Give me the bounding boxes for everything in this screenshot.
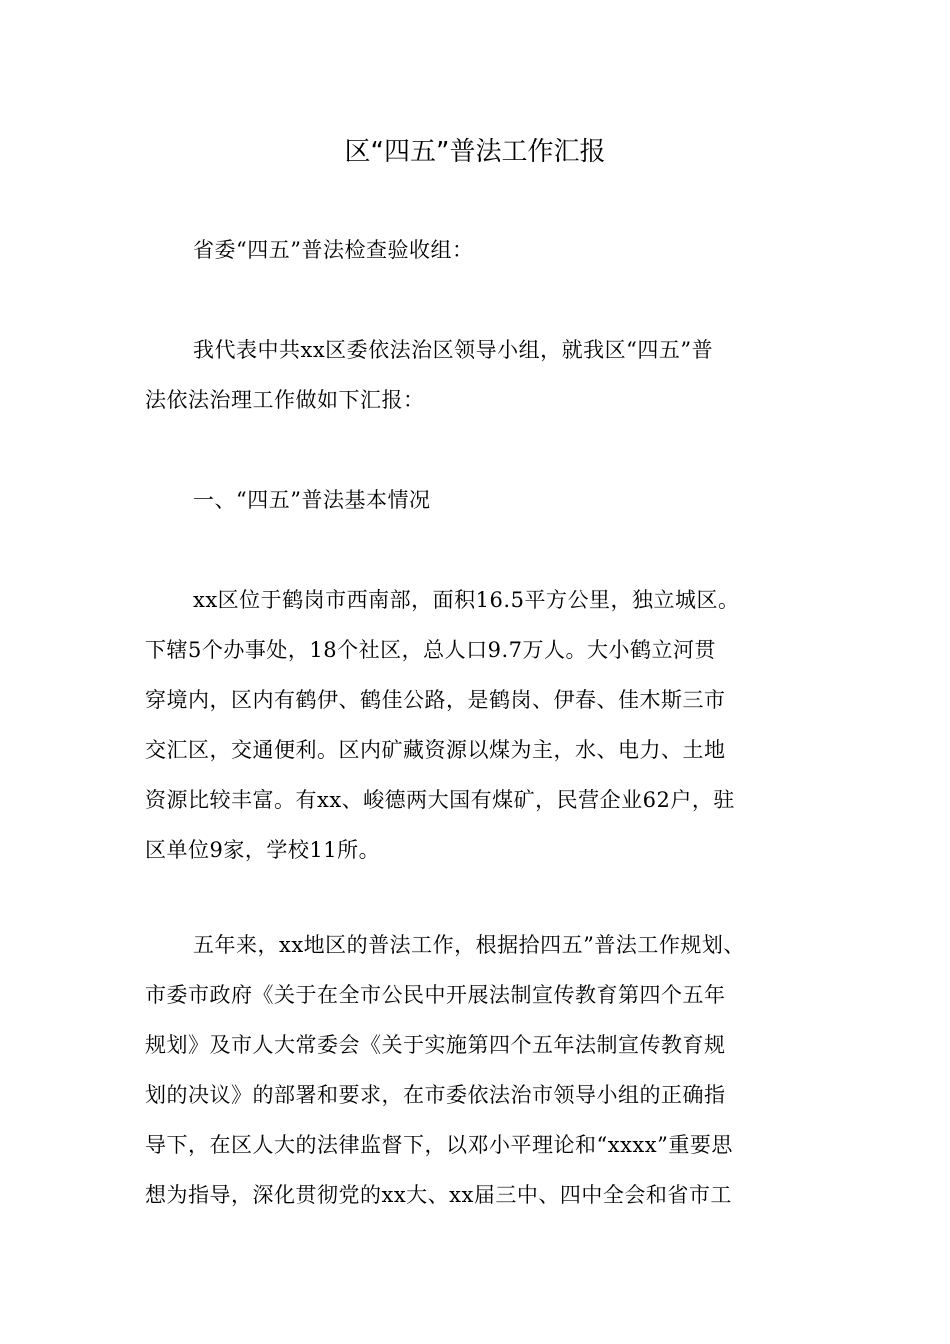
section1-heading: 一、“四五”普法基本情况 <box>193 488 431 512</box>
para1-line-2: 下辖5个办事处，18个社区，总人口9.7万人。大小鹤立河贯 <box>145 638 716 662</box>
section-heading <box>145 475 805 525</box>
paragraph-1 <box>145 575 805 875</box>
para1-line-1: xx区位于鹤岗市西南部，面积16.5平方公里，独立城区。 <box>193 588 740 612</box>
document-title: 区“四五”普法工作汇报 <box>344 137 606 167</box>
intro-paragraph <box>145 325 805 425</box>
para1-line-6: 区单位9家，学校11所。 <box>145 838 381 862</box>
salutation-line: 省委“四五”普法检查验收组： <box>193 238 474 262</box>
intro-line-2: 法依法治理工作做如下汇报： <box>145 388 425 412</box>
paragraph-2 <box>145 920 805 1220</box>
intro-line-1: 我代表中共xx区委依法治区领导小组，就我区“四五”普 <box>193 338 714 362</box>
para2-line-3: 规划》及市人大常委会《关于实施第四个五年法制宣传教育规 <box>145 1033 726 1057</box>
para1-line-3: 穿境内，区内有鹤伊、鹤佳公路，是鹤岗、伊春、佳木斯三市 <box>145 688 726 712</box>
para2-line-5: 导下，在区人大的法律监督下，以邓小平理论和“xxxx”重要思 <box>145 1133 733 1157</box>
para1-line-5: 资源比较丰富。有xx、峻德两大国有煤矿，民营企业62户，驻 <box>145 788 735 812</box>
para2-line-2: 市委市政府《关于在全市公民中开展法制宣传教育第四个五年 <box>145 983 726 1007</box>
para1-line-4: 交汇区，交通便利。区内矿藏资源以煤为主，水、电力、土地 <box>145 738 726 762</box>
salutation <box>145 225 805 275</box>
para2-line-1: 五年来，xx地区的普法工作，根据拾四五”普法工作规划、 <box>193 933 745 957</box>
para2-line-6: 想为指导，深化贯彻党的xx大、xx届三中、四中全会和省市工 <box>145 1183 732 1207</box>
para2-line-4: 划的决议》的部署和要求，在市委依法治市领导小组的正确指 <box>145 1083 726 1107</box>
